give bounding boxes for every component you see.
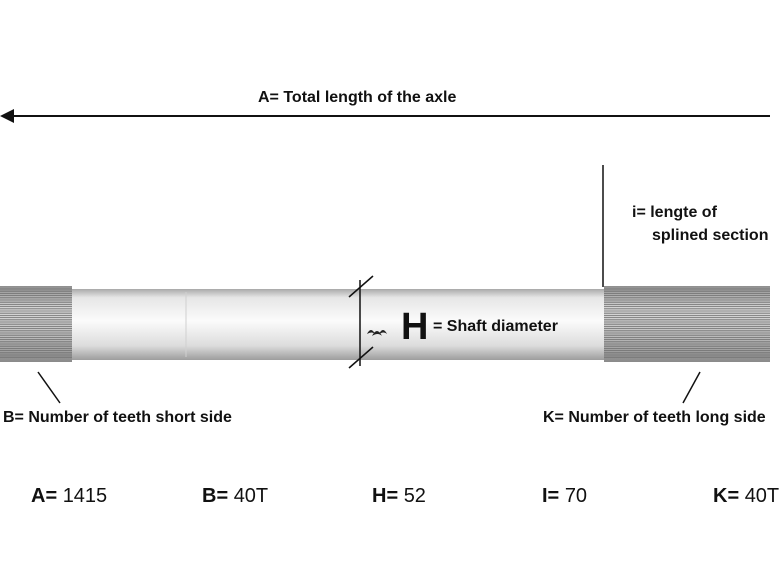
long-side-spline: [604, 286, 770, 362]
spec-b: [202, 485, 268, 508]
spec-key: H=: [372, 485, 399, 507]
shaft-diameter-letter: H: [401, 306, 429, 348]
spec-value: 1415: [62, 485, 108, 507]
short-side-spline: [0, 286, 72, 362]
spec-value: 52: [403, 485, 426, 507]
spec-value: 40T: [233, 485, 269, 507]
spec-key: A=: [31, 485, 58, 507]
spec-k: [713, 485, 779, 508]
splined-length-label-line1: i= lengte of: [632, 204, 717, 221]
splined-length-label-line2: splined section: [652, 227, 769, 244]
long-side-leader: [683, 372, 700, 403]
short-side-leader: [38, 372, 60, 403]
total-length-label: A= Total length of the axle: [258, 89, 457, 106]
spec-i: [542, 485, 587, 508]
spec-value: 40T: [744, 485, 779, 507]
spec-key: B=: [202, 485, 229, 507]
arrow-head-icon: [0, 109, 14, 123]
spec-h: [372, 485, 426, 508]
spec-value: 70: [564, 485, 588, 507]
spec-key: I=: [542, 485, 560, 507]
shaft-diameter-label: = Shaft diameter: [433, 318, 558, 335]
spec-a: [31, 485, 107, 508]
long-side-label: K= Number of teeth long side: [543, 409, 766, 426]
short-side-label: B= Number of teeth short side: [3, 409, 232, 426]
spec-key: K=: [713, 485, 740, 507]
